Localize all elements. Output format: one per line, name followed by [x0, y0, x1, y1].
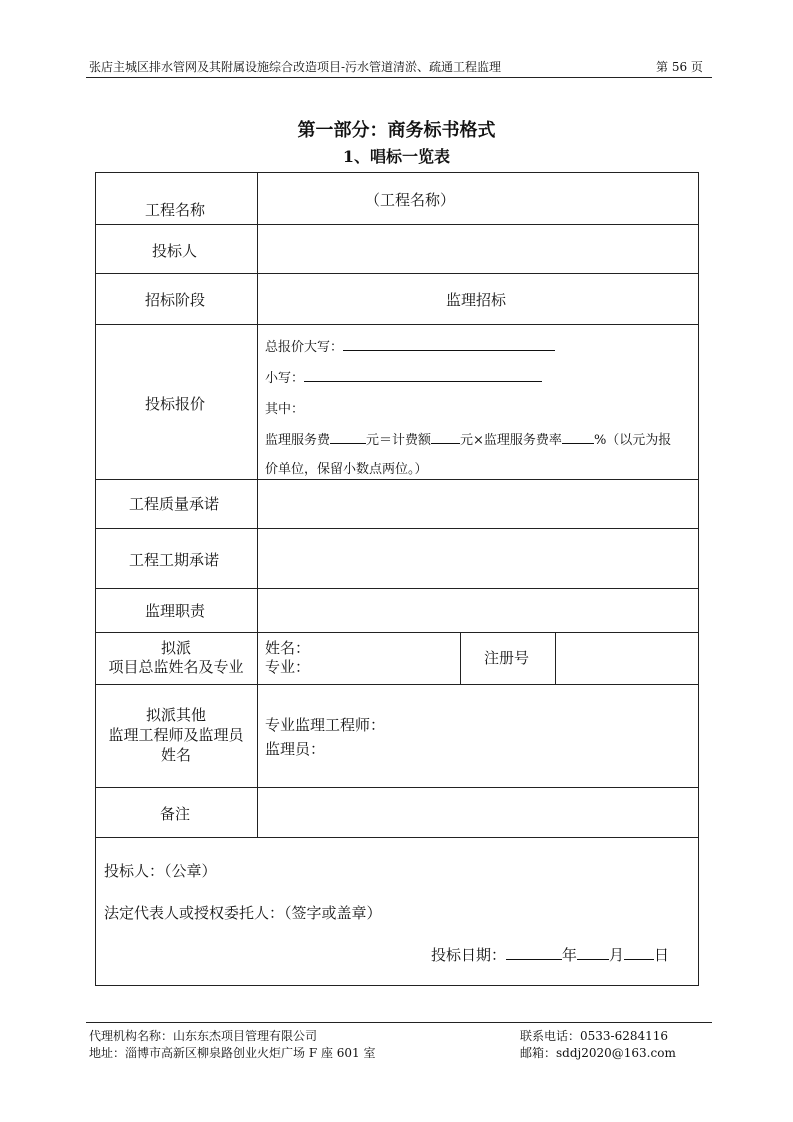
row-divider	[96, 479, 698, 480]
row-divider	[96, 787, 698, 788]
bidder-label: 投标人	[152, 242, 198, 260]
project-name-label: 工程名称	[145, 201, 206, 219]
row-divider	[96, 324, 698, 325]
fee-unit-note: %（以元为报	[593, 433, 672, 448]
footer-divider	[86, 1022, 712, 1023]
header-project-title: 张店主城区排水管网及其附属设施综合改造项目-污水管道清淤、疏通工程监理	[89, 60, 502, 74]
fee-rate-label: 元×监理服务费率	[460, 433, 562, 448]
price-unit-note: 价单位，保留小数点两位。）	[265, 462, 428, 477]
chief-name-label[interactable]: 姓名：	[265, 639, 311, 657]
year-blank[interactable]	[506, 947, 562, 960]
row-divider	[96, 632, 698, 633]
fee-rate-blank[interactable]	[562, 431, 594, 444]
table-title: 1、唱标一览表	[342, 147, 451, 166]
row-divider	[96, 837, 698, 838]
total-price-blank[interactable]	[343, 338, 555, 351]
stage-value: 监理招标	[446, 291, 507, 309]
bid-date-label: 投标日期：	[431, 946, 507, 964]
agency-name: 代理机构名称：山东东杰项目管理有限公司	[89, 1029, 318, 1043]
registration-label: 注册号	[484, 649, 530, 667]
supervisor-label[interactable]: 监理员：	[265, 740, 326, 758]
chief-major-label[interactable]: 专业：	[265, 658, 311, 676]
month-blank[interactable]	[577, 947, 609, 960]
other-label-line1: 拟派其他	[145, 706, 206, 724]
year-label: 年	[562, 946, 578, 964]
row-divider	[96, 684, 698, 685]
fee-formula	[265, 429, 671, 448]
agency-phone: 联系电话：0533-6284116	[520, 1029, 669, 1043]
agency-address: 地址：淄博市高新区柳泉路创业火炬广场 F 座 601 室	[89, 1046, 376, 1060]
total-price-field[interactable]	[265, 336, 555, 355]
period-label: 工程工期承诺	[129, 551, 220, 569]
bid-date-field[interactable]	[431, 944, 669, 965]
page-title: 第一部分：商务标书格式	[297, 120, 496, 141]
remark-label: 备注	[160, 805, 191, 823]
row-divider	[96, 528, 698, 529]
project-name-value[interactable]: （工程名称）	[365, 191, 456, 209]
reg-column-divider	[555, 632, 556, 684]
row-divider	[96, 273, 698, 274]
row-divider	[96, 224, 698, 225]
quality-label: 工程质量承诺	[129, 495, 220, 513]
small-price-label: 小写：	[265, 371, 305, 386]
header-divider	[86, 77, 712, 78]
chief-label-line2: 项目总监姓名及专业	[108, 658, 244, 676]
engineer-label[interactable]: 专业监理工程师：	[265, 716, 386, 734]
day-blank[interactable]	[624, 947, 654, 960]
fee-blank[interactable]	[330, 431, 366, 444]
small-price-field[interactable]	[265, 367, 542, 386]
day-label: 日	[654, 946, 670, 964]
name-column-divider	[460, 632, 461, 684]
price-label: 投标报价	[145, 395, 206, 413]
legal-rep-label: 法定代表人或授权委托人：（签字或盖章）	[104, 904, 382, 922]
agency-email: 邮箱：sddj2020@163.com	[520, 1046, 676, 1060]
price-among-label: 其中：	[265, 402, 305, 417]
duty-label: 监理职责	[145, 602, 206, 620]
stage-label: 招标阶段	[145, 291, 206, 309]
fee-label: 监理服务费	[265, 433, 331, 448]
bidder-seal-label: 投标人：（公章）	[104, 862, 217, 880]
fee-base-label: 元＝计费额	[366, 433, 432, 448]
fee-base-blank[interactable]	[431, 431, 460, 444]
chief-label-line1: 拟派	[160, 639, 191, 657]
other-label-line3: 姓名	[160, 746, 191, 764]
month-label: 月	[609, 946, 625, 964]
page-number: 第 56 页	[656, 60, 703, 74]
total-price-label: 总报价大写：	[265, 340, 344, 355]
other-label-line2: 监理工程师及监理员	[108, 726, 244, 744]
small-price-blank[interactable]	[304, 369, 542, 382]
row-divider	[96, 588, 698, 589]
